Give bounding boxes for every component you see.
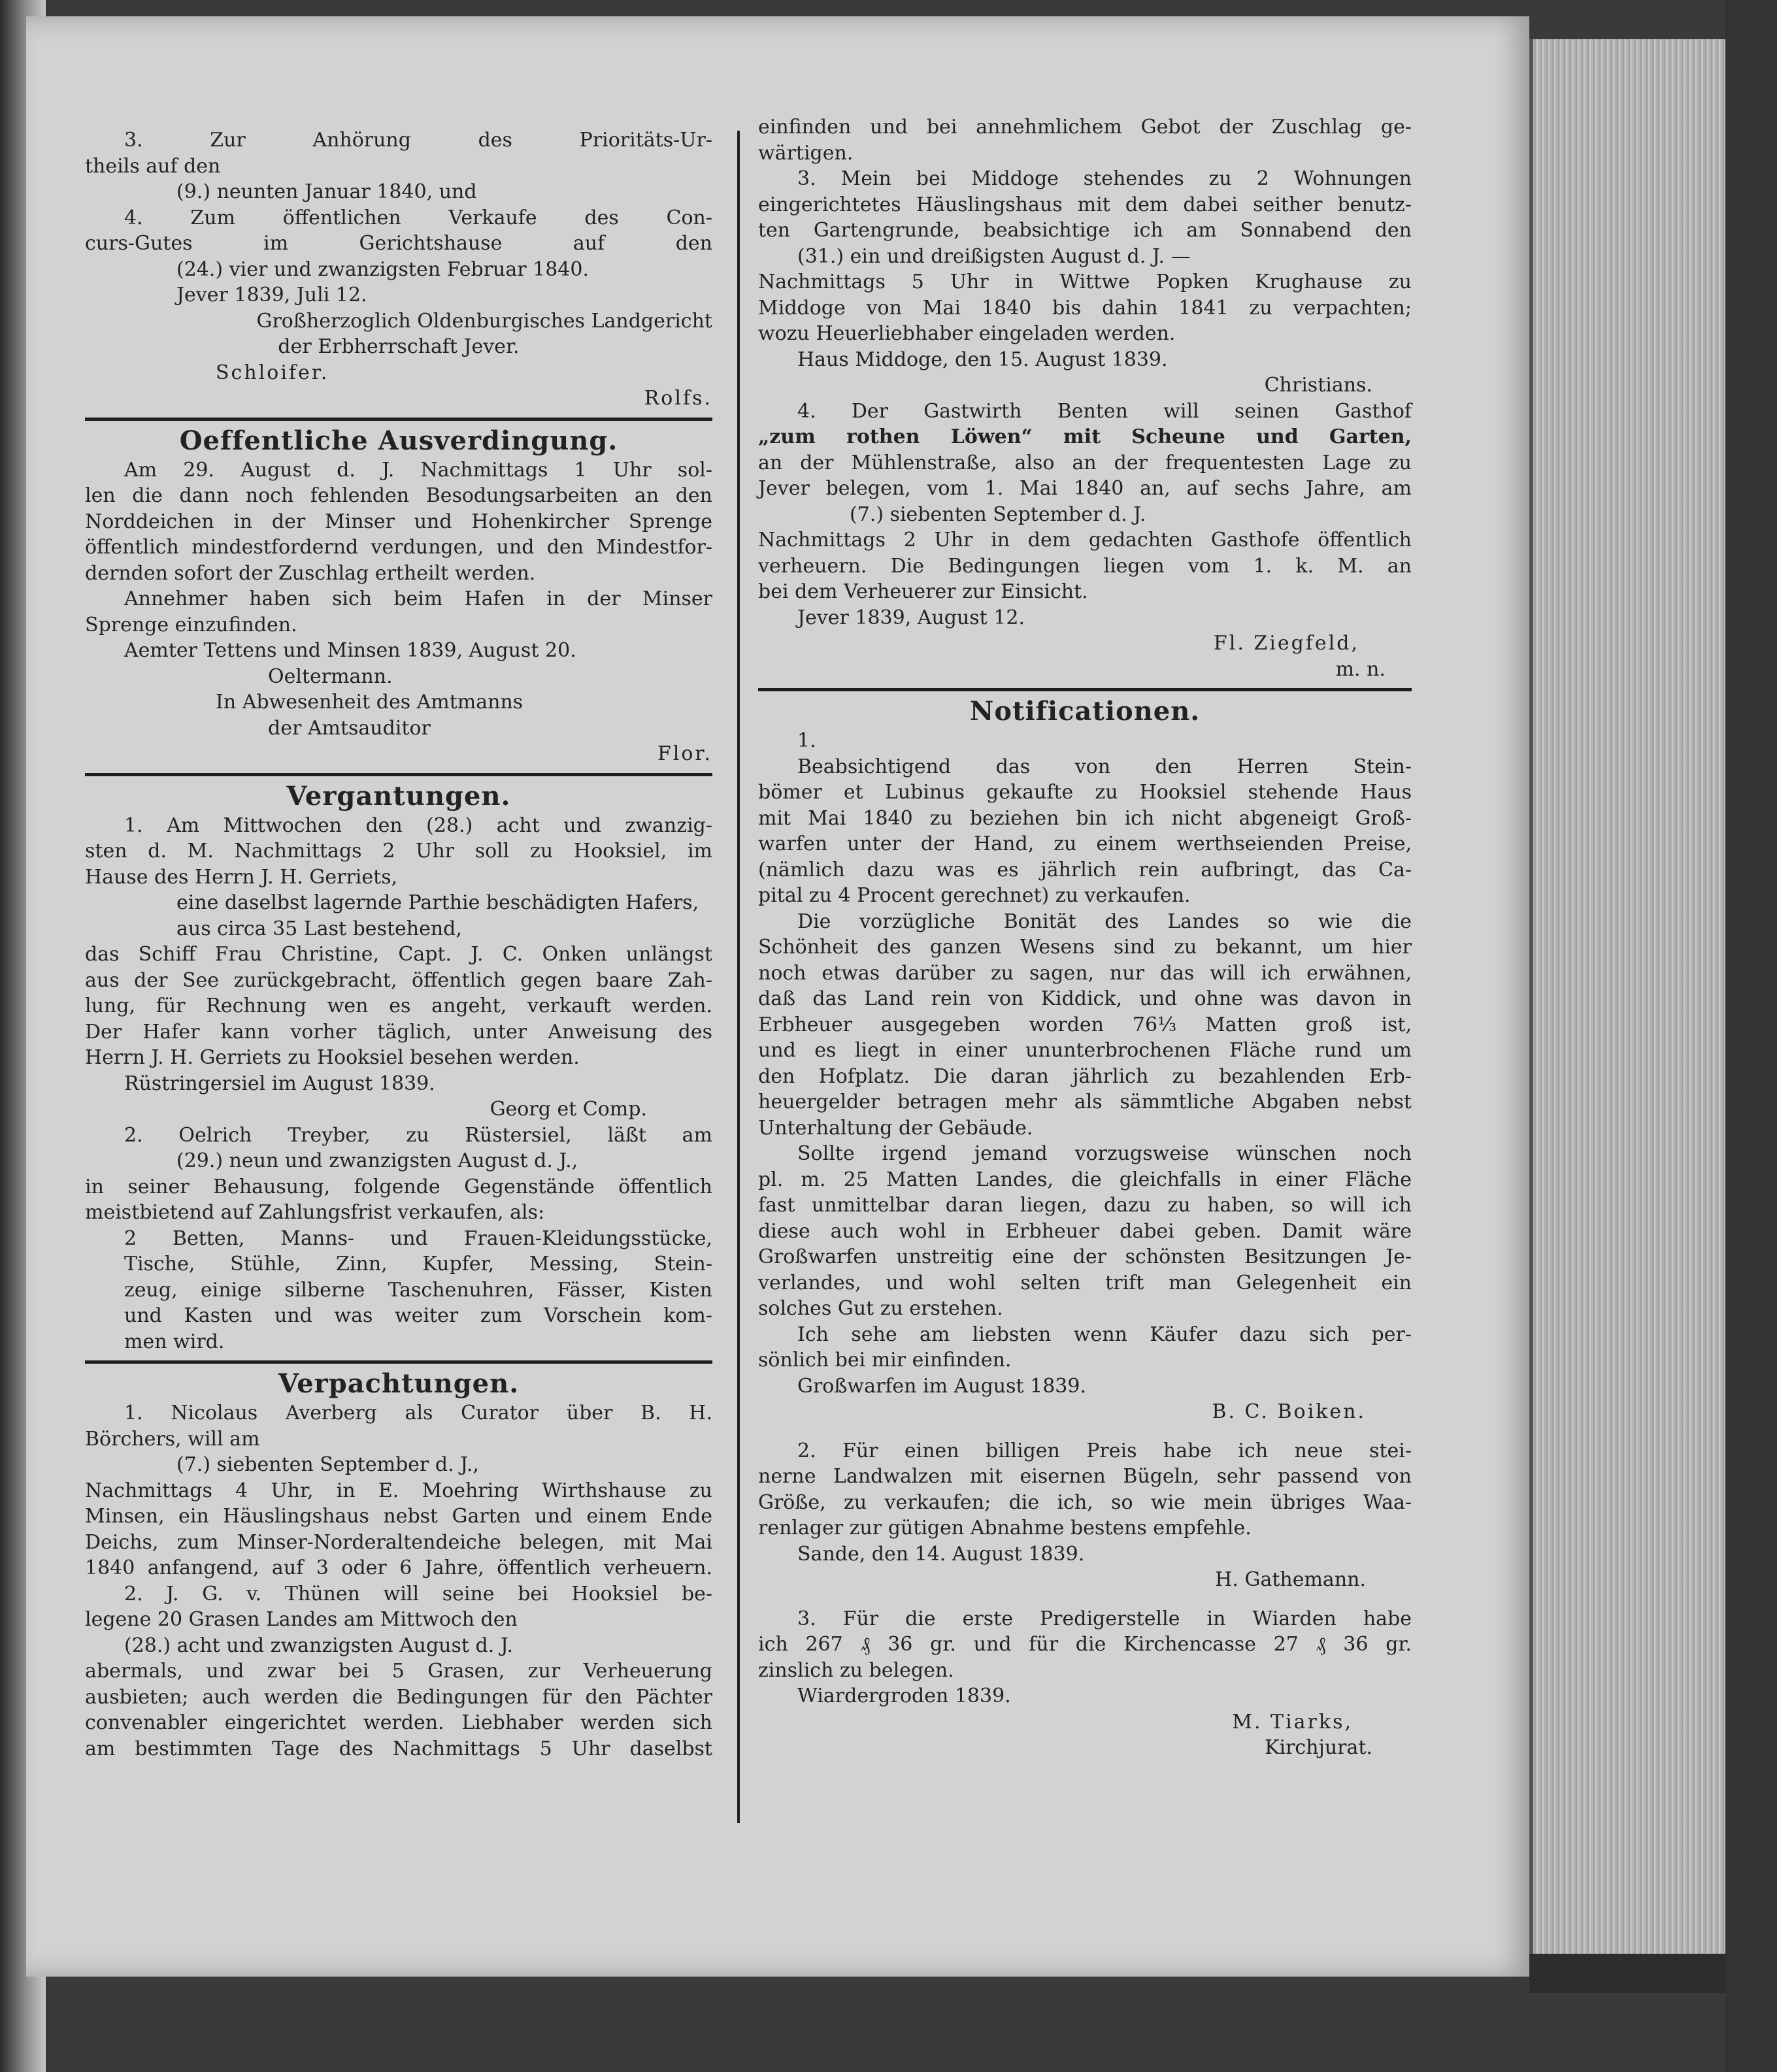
text-line: (24.) vier und zwanzigsten Februar 1840.	[176, 257, 590, 281]
text-line: 1. Nicolaus Averberg als Curator über B. H.	[124, 1402, 712, 1424]
text-line: men wird.	[124, 1330, 225, 1353]
text-line: aus der See zurückgebracht, öffentlich gegen baare Zah-	[85, 968, 712, 992]
text-line: in seiner Behausung, folgende Gegenstände öffentlich	[85, 1175, 712, 1198]
text-line: (9.) neunten Januar 1840, und	[176, 180, 477, 203]
text-line: den Hofplatz. Die daran jährlich zu bezahlenden Erb-	[758, 1064, 1412, 1088]
text-line: verlandes, und wohl selten trift man Gelegenheit ein	[758, 1271, 1412, 1294]
section-rule	[758, 688, 1412, 691]
text-line: zeug, einige silberne Taschenuhren, Fässer, Kisten	[124, 1278, 712, 1302]
text-line: pital zu 4 Procent gerechnet) zu verkaufen.	[758, 884, 1191, 907]
section-rule	[85, 418, 712, 421]
signature: Schloifer.	[216, 361, 329, 384]
text-line: 3. Mein bei Middoge stehendes zu 2 Wohnungen	[797, 167, 1412, 190]
text-line: ten Gartengrunde, beabsichtige ich am Sonnabend den	[758, 219, 1412, 242]
text-line: Norddeichen in der Minser und Hohenkircher Sprenge	[85, 510, 712, 533]
text-line: an der Mühlenstraße, also an der frequentesten Lage zu	[758, 451, 1412, 474]
text-line: Jever 1839, August 12.	[797, 606, 1025, 629]
text-line: der Erbherrschaft Jever.	[278, 335, 520, 358]
text-line: 2. Oelrich Treyber, zu Rüstersiel, läßt am	[124, 1123, 712, 1147]
text-line: (7.) siebenten September d. J.,	[176, 1453, 479, 1476]
signature: Oeltermann.	[268, 665, 393, 688]
text-line: Nachmittags 2 Uhr in dem gedachten Gasthofe öffentlich	[758, 529, 1412, 551]
text-line: lung, für Rechnung wen es angeht, verkauft werden.	[85, 995, 712, 1017]
text-line: (7.) siebenten September d. J.	[850, 502, 1146, 526]
text-line: Großherzoglich Oldenburgisches Landgericht	[256, 309, 712, 333]
section-rule	[85, 773, 712, 776]
signature: Rolfs.	[644, 387, 712, 410]
text-line: (29.) neun und zwanzigsten August d. J.,	[176, 1149, 578, 1172]
text-line: pl. m. 25 Matten Landes, die gleichfalls in einer Fläche	[758, 1168, 1412, 1191]
text-line: Sande, den 14. August 1839.	[797, 1542, 1085, 1566]
text-line: theils auf den	[85, 154, 221, 178]
text-line: Herrn J. H. Gerriets zu Hooksiel besehen werden.	[85, 1046, 580, 1069]
text-line: ich 267 ₰ 36 gr. und für die Kirchencasse 27 ₰ 36 gr.	[758, 1633, 1412, 1656]
text-line: Unterhaltung der Gebäude.	[758, 1116, 1033, 1140]
text-line: 1. Am Mittwochen den (28.) acht und zwanzig-	[124, 814, 712, 837]
text-line: eingerichtetes Häuslingshaus mit dem dabei seither benutz-	[758, 193, 1412, 216]
text-line: eine daselbst lagernde Parthie beschädigten Hafers,	[176, 891, 699, 914]
text-line: diese auch wohl in Erbheuer dabei geben. Damit wäre	[758, 1219, 1412, 1243]
text-line: sten d. M. Nachmittags 2 Uhr soll zu Hooksiel, im	[85, 840, 712, 863]
text-line: Beabsichtigend das von den Herren Stein-	[797, 755, 1412, 778]
text-line: (31.) ein und dreißigsten August d. J. —	[797, 244, 1191, 268]
section-heading: Vergantungen.	[286, 780, 511, 812]
text-line: Ich sehe am liebsten wenn Käufer dazu sich per-	[797, 1323, 1412, 1346]
text-line: fast unmittelbar daran liegen, dazu zu haben, so will ich	[758, 1194, 1412, 1217]
text-line: Hause des Herrn J. H. Gerriets,	[85, 865, 398, 889]
text-line: mit Mai 1840 zu beziehen bin ich nicht abgeneigt Groß-	[758, 806, 1412, 830]
text-line: 4. Zum öffentlichen Verkaufe des Con-	[124, 206, 712, 229]
left-column	[85, 127, 712, 1762]
text-line: Annehmer haben sich beim Hafen in der Minser	[124, 587, 712, 610]
text-line: abermals, und zwar bei 5 Grasen, zur Verheuerung	[85, 1660, 712, 1683]
text-line: Middoge von Mai 1840 bis dahin 1841 zu verpachten;	[758, 296, 1412, 320]
text-line: öffentlich mindestfordernd verdungen, und den Mindestfor-	[85, 536, 712, 559]
text-line: wärtigen.	[758, 141, 854, 165]
newspaper-page	[26, 16, 1529, 1977]
text-line: bei dem Verheuerer zur Einsicht.	[758, 580, 1088, 603]
text-line: Großwarfen im August 1839.	[797, 1374, 1086, 1398]
text-line: verheuern. Die Bedingungen liegen vom 1. k. M. an	[758, 554, 1412, 578]
text-line: dernden sofort der Zuschlag ertheilt werden.	[85, 561, 536, 585]
text-line: Aemter Tettens und Minsen 1839, August 20.	[124, 639, 576, 662]
text-line: Der Hafer kann vorher täglich, unter Anweisung des	[85, 1020, 712, 1044]
signature: B. C. Boiken.	[1212, 1400, 1366, 1423]
text-line: 3. Für die erste Predigerstelle in Wiarden habe	[797, 1607, 1412, 1630]
signature: Flor.	[657, 742, 712, 765]
text-line: curs-Gutes im Gerichtshause auf den	[85, 232, 712, 255]
text-line: solches Gut zu erstehen.	[758, 1297, 1003, 1320]
text-line: Sollte irgend jemand vorzugsweise wünschen noch	[797, 1142, 1412, 1165]
text-line: ausbieten; auch werden die Bedingungen für den Pächter	[85, 1685, 712, 1709]
text-line: Jever 1839, Juli 12.	[176, 284, 367, 306]
text-line: „zum rothen Löwen“ mit Scheune und Garten,	[758, 425, 1412, 448]
signature: H. Gathemann.	[1215, 1568, 1366, 1591]
text-line: Nachmittags 4 Uhr, in E. Moehring Wirthshause zu	[85, 1479, 712, 1502]
text-line: Nachmittags 5 Uhr in Wittwe Popken Krughause zu	[758, 271, 1412, 293]
signature: m. n.	[1335, 657, 1386, 681]
text-line: 4. Der Gastwirth Benten will seinen Gasthof	[797, 399, 1412, 423]
text-line: Tische, Stühle, Zinn, Kupfer, Messing, Stein-	[124, 1253, 712, 1275]
section-heading: Notificationen.	[969, 696, 1201, 727]
page-stack-shadow	[1529, 1954, 1725, 1993]
text-line: Wiardergroden 1839.	[797, 1685, 1011, 1707]
text-line: der Amtsauditor	[268, 716, 431, 740]
text-line: 2. Für einen billigen Preis habe ich neue stei-	[797, 1439, 1412, 1462]
text-line: In Abwesenheit des Amtmanns	[216, 691, 523, 714]
text-line: wozu Heuerliebhaber eingeladen werden.	[758, 322, 1176, 345]
text-line: 3. Zur Anhörung des Prioritäts-Ur-	[124, 129, 712, 152]
text-line: Rüstringersiel im August 1839.	[124, 1072, 435, 1095]
text-line: heuergelder betragen mehr als sämmtliche Abgaben nebst	[758, 1091, 1412, 1113]
signature: Christians.	[1264, 374, 1372, 397]
text-line: zinslich zu belegen.	[758, 1658, 954, 1682]
text-line: Sprenge einzufinden.	[85, 613, 297, 636]
text-line: (nämlich dazu was es jährlich rein aufbringt, das Ca-	[758, 858, 1412, 881]
text-line: meistbietend auf Zahlungsfrist verkaufen, als:	[85, 1201, 545, 1224]
text-line: len die dann noch fehlenden Besodungsarbeiten an den	[85, 484, 712, 507]
text-line: Größe, zu verkaufen; die ich, so wie mein übriges Waa-	[758, 1490, 1412, 1514]
text-line: bömer et Lubinus gekaufte zu Hooksiel stehende Haus	[758, 781, 1412, 804]
text-line: und es liegt in einer ununterbrochenen Fläche rund um	[758, 1039, 1412, 1062]
signature: Kirchjurat.	[1265, 1736, 1372, 1759]
text-line: am bestimmten Tage des Nachmittags 5 Uhr daselbst	[85, 1737, 712, 1760]
text-line: 1840 anfangend, auf 3 oder 6 Jahre, öffentlich verheuern.	[85, 1556, 712, 1579]
text-line: das Schiff Frau Christine, Capt. J. C. Onken unlängst	[85, 943, 712, 966]
text-line: daß das Land rein von Kiddick, und ohne was davon in	[758, 987, 1412, 1010]
text-line: aus circa 35 Last bestehend,	[176, 917, 462, 940]
text-line: warfen unter der Hand, zu einem werthseienden Preise,	[758, 832, 1412, 855]
text-line: (28.) acht und zwanzigsten August d. J.	[124, 1634, 514, 1657]
text-line: legene 20 Grasen Landes am Mittwoch den	[85, 1608, 518, 1631]
section-rule	[85, 1360, 712, 1364]
section-heading: Oeffentliche Ausverdingung.	[179, 425, 618, 456]
text-line: Die vorzügliche Bonität des Landes so wie die	[797, 910, 1412, 933]
right-column	[758, 114, 1412, 1761]
section-heading: Verpachtungen.	[278, 1368, 520, 1399]
text-line: 1.	[797, 729, 816, 752]
text-line: Börchers, will am	[85, 1427, 260, 1451]
column-divider	[737, 131, 740, 1823]
text-line: renlager zur gütigen Abnahme bestens empfehle.	[758, 1517, 1252, 1539]
text-line: Deichs, zum Minser-Norderaltendeiche belegen, mit Mai	[85, 1530, 712, 1554]
signature: Georg et Comp.	[490, 1098, 647, 1121]
text-line: Jever belegen, vom 1. Mai 1840 an, auf sechs Jahre, am	[758, 477, 1412, 500]
text-line: Schönheit des ganzen Wesens sind zu bekannt, um hier	[758, 936, 1412, 959]
text-line: Am 29. August d. J. Nachmittags 1 Uhr sol-	[124, 458, 712, 482]
text-line: und Kasten und was weiter zum Vorschein kom-	[124, 1304, 712, 1327]
signature: Fl. Ziegfeld,	[1213, 632, 1359, 655]
text-line: nerne Landwalzen mit eisernen Bügeln, sehr passend von	[758, 1465, 1412, 1488]
text-line: 2 Betten, Manns- und Frauen-Kleidungsstücke,	[124, 1226, 712, 1250]
text-line: noch etwas darüber zu sagen, nur das will ich erwähnen,	[758, 961, 1412, 985]
background-right	[1725, 0, 1777, 2072]
text-line: Minsen, ein Häuslingshaus nebst Garten und einem Ende	[85, 1505, 712, 1528]
signature: M. Tiarks,	[1232, 1710, 1353, 1734]
text-line: Großwarfen unstreitig eine der schönsten Besitzungen Je-	[758, 1245, 1412, 1268]
page-stack-edges	[1529, 39, 1729, 1954]
text-line: einfinden und bei annehmlichem Gebot der Zuschlag ge-	[758, 116, 1412, 139]
text-line: sönlich bei mir einfinden.	[758, 1349, 1012, 1372]
text-line: Haus Middoge, den 15. August 1839.	[797, 348, 1168, 371]
text-line: 2. J. G. v. Thünen will seine bei Hooksiel be-	[124, 1582, 712, 1605]
text-line: Erbheuer ausgegeben worden 76⅓ Matten groß ist,	[758, 1013, 1412, 1036]
text-line: convenabler eingerichtet werden. Liebhaber werden sich	[85, 1711, 712, 1734]
